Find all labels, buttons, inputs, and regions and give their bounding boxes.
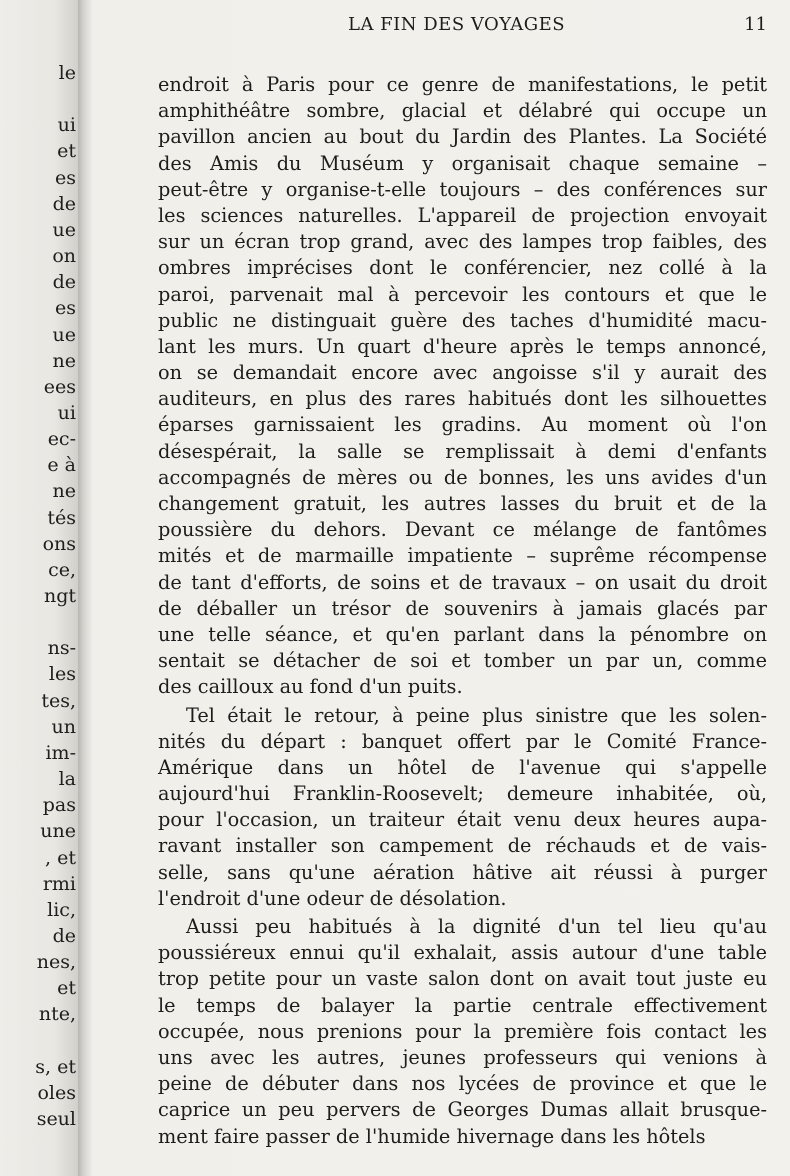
left-page-line-fragment: s, et <box>35 1055 76 1078</box>
text-line: une telle séance, et qu'en parlant dans la pénombre on <box>158 622 767 646</box>
text-line: poussiéreux ennui qu'il exhalait, assis autour d'une table <box>158 941 767 965</box>
left-page-line-fragment: lic, <box>47 898 76 921</box>
text-line: sentait se détacher de soi et tomber un par un, comme <box>158 649 767 673</box>
left-page-line-fragment: es <box>55 166 76 189</box>
left-page-line-fragment: rmi <box>42 872 76 895</box>
left-page-line-fragment: nte, <box>38 1003 76 1026</box>
left-page-line-fragment: un <box>51 715 76 738</box>
text-line: auditeurs, en plus des rares habitués dont les silhouettes <box>158 387 767 411</box>
text-line: éparses garnissaient les gradins. Au moment où l'on <box>158 413 767 437</box>
running-header <box>158 14 767 44</box>
text-line: l'endroit d'une odeur de désolation. <box>158 886 507 910</box>
left-page-line-fragment: et <box>57 977 76 1000</box>
left-page-line-fragment: on <box>52 245 76 268</box>
left-page-line-fragment: ui <box>57 401 76 424</box>
text-line: amphithéâtre sombre, glacial et délabré qui occupe un <box>158 99 767 123</box>
left-page-line-fragment: une <box>40 820 76 843</box>
text-line: les sciences naturelles. L'appareil de projection envoyait <box>158 203 767 227</box>
left-page-line-fragment: seul <box>36 1108 76 1130</box>
left-page-line-fragment: ec- <box>47 428 76 451</box>
left-page-line-fragment: ue <box>52 323 76 346</box>
text-line: mités et de marmaille impatiente – suprême récompense <box>158 544 767 568</box>
left-page-line-fragment: les <box>48 663 76 686</box>
left-page-line-fragment: ui <box>57 114 76 137</box>
left-page-line-fragment: de <box>52 924 76 947</box>
text-line: occupée, nous prenions pour la première fois contact les <box>158 1019 767 1043</box>
left-page-line-fragment: de <box>52 192 76 215</box>
text-line: Tel était le retour, à peine plus sinistre que les solen- <box>186 703 767 727</box>
watermark-stamp <box>640 1030 764 1114</box>
text-line: ravant installer son campement de réchauds et de vais- <box>158 834 767 858</box>
text-line: peut-être y organise-t-elle toujours – des conférences sur <box>158 177 767 201</box>
text-line: uns avec les autres, jeunes professeurs qui venions à <box>158 1045 767 1069</box>
text-line: endroit à Paris pour ce genre de manifestations, le petit <box>158 73 767 96</box>
left-page-line-fragment: tés <box>47 506 76 529</box>
left-page-line-fragment: ne <box>52 349 76 372</box>
text-line: selle, sans qu'une aération hâtive ait réussi à purger <box>158 860 767 884</box>
text-line: public ne distinguait guère des taches d'humidité macu- <box>158 308 767 332</box>
paragraph <box>158 914 767 1150</box>
text-line: ombres imprécises dont le conférencier, nez collé à la <box>158 256 767 280</box>
book-gutter <box>78 0 92 1176</box>
left-facing-page <box>0 0 78 1176</box>
left-page-line-fragment: ons <box>42 532 76 555</box>
left-page-line-fragment: oles <box>37 1081 76 1104</box>
text-line: pour l'occasion, un traiteur était venu deux heures aupa- <box>158 808 767 832</box>
left-page-line-fragment: ne <box>52 480 76 503</box>
left-page-line-fragment: tes, <box>41 689 76 712</box>
left-page-line-fragment: et <box>57 140 76 163</box>
left-page-line-fragment: ngt <box>43 585 76 607</box>
text-line: de tant d'efforts, de soins et de travaux – on usait du droit <box>158 570 767 594</box>
left-page-line-fragment: la <box>58 768 76 791</box>
text-line: sur un écran trop grand, avec des lampes trop faibles, des <box>158 230 767 254</box>
left-page-line-fragment: im- <box>45 741 76 764</box>
left-page-line-fragment: ees <box>43 375 76 398</box>
paragraph <box>158 703 767 913</box>
paragraph <box>158 72 767 701</box>
text-line: Amérique dans un hôtel de l'avenue qui s'appelle <box>158 755 767 779</box>
text-line: aujourd'hui Franklin-Roosevelt; demeure inhabitée, où, <box>158 782 767 806</box>
text-line: peine de débuter dans nos lycées de province et que le <box>158 1072 767 1096</box>
left-page-line-fragment: , et <box>45 846 76 869</box>
body-text <box>158 72 767 1152</box>
text-line: accompagnés de mères ou de bonnes, les uns avides d'un <box>158 465 767 489</box>
text-line: désespérait, la salle se remplissait à demi d'enfants <box>158 439 767 463</box>
text-line: des cailloux au fond d'un puits. <box>158 675 463 699</box>
left-page-line-fragment: e à <box>47 454 76 477</box>
text-line: des Amis du Muséum y organisait chaque semaine – <box>158 151 767 175</box>
page-number: 11 <box>744 14 767 35</box>
left-page-line-fragment: nes, <box>36 951 76 974</box>
text-line: lant les murs. Un quart d'heure après le temps annoncé, <box>158 334 767 358</box>
running-title: LA FIN DES VOYAGES <box>348 14 566 35</box>
left-page-line-fragment: ns- <box>47 637 76 660</box>
left-page-line-fragment: ue <box>52 218 76 241</box>
text-line: nités du départ : banquet offert par le Comité France- <box>158 729 767 753</box>
text-line: pavillon ancien au bout du Jardin des Plantes. La Société <box>158 125 767 149</box>
left-page-line-fragment: es <box>55 297 76 320</box>
text-line: de déballer un trésor de souvenirs à jamais glacés par <box>158 596 767 620</box>
text-line: paroi, parvenait mal à percevoir les contours et que le <box>158 282 767 306</box>
text-line: caprice un peu pervers de Georges Dumas allait brusque- <box>158 1098 767 1122</box>
text-line: poussière du dehors. Devant ce mélange de fantômes <box>158 518 767 542</box>
left-page-line-fragment: ce, <box>48 558 76 581</box>
text-line: on se demandait encore avec angoisse s'il y aurait des <box>158 361 767 385</box>
text-line: changement gratuit, les autres lasses du bruit et de la <box>158 492 767 515</box>
text-line: trop petite pour un vaste salon dont on avait tout juste eu <box>158 967 767 991</box>
text-line: ment faire passer de l'humide hivernage dans les hôtels <box>158 1124 706 1148</box>
left-page-line-fragment: de <box>52 271 76 294</box>
text-line: Aussi peu habitués à la dignité d'un tel lieu qu'au <box>186 915 767 938</box>
left-page-line-fragment: pas <box>42 794 76 817</box>
left-page-line-fragment: le <box>58 62 76 84</box>
text-line: le temps de balayer la partie centrale effectivement <box>158 993 767 1017</box>
